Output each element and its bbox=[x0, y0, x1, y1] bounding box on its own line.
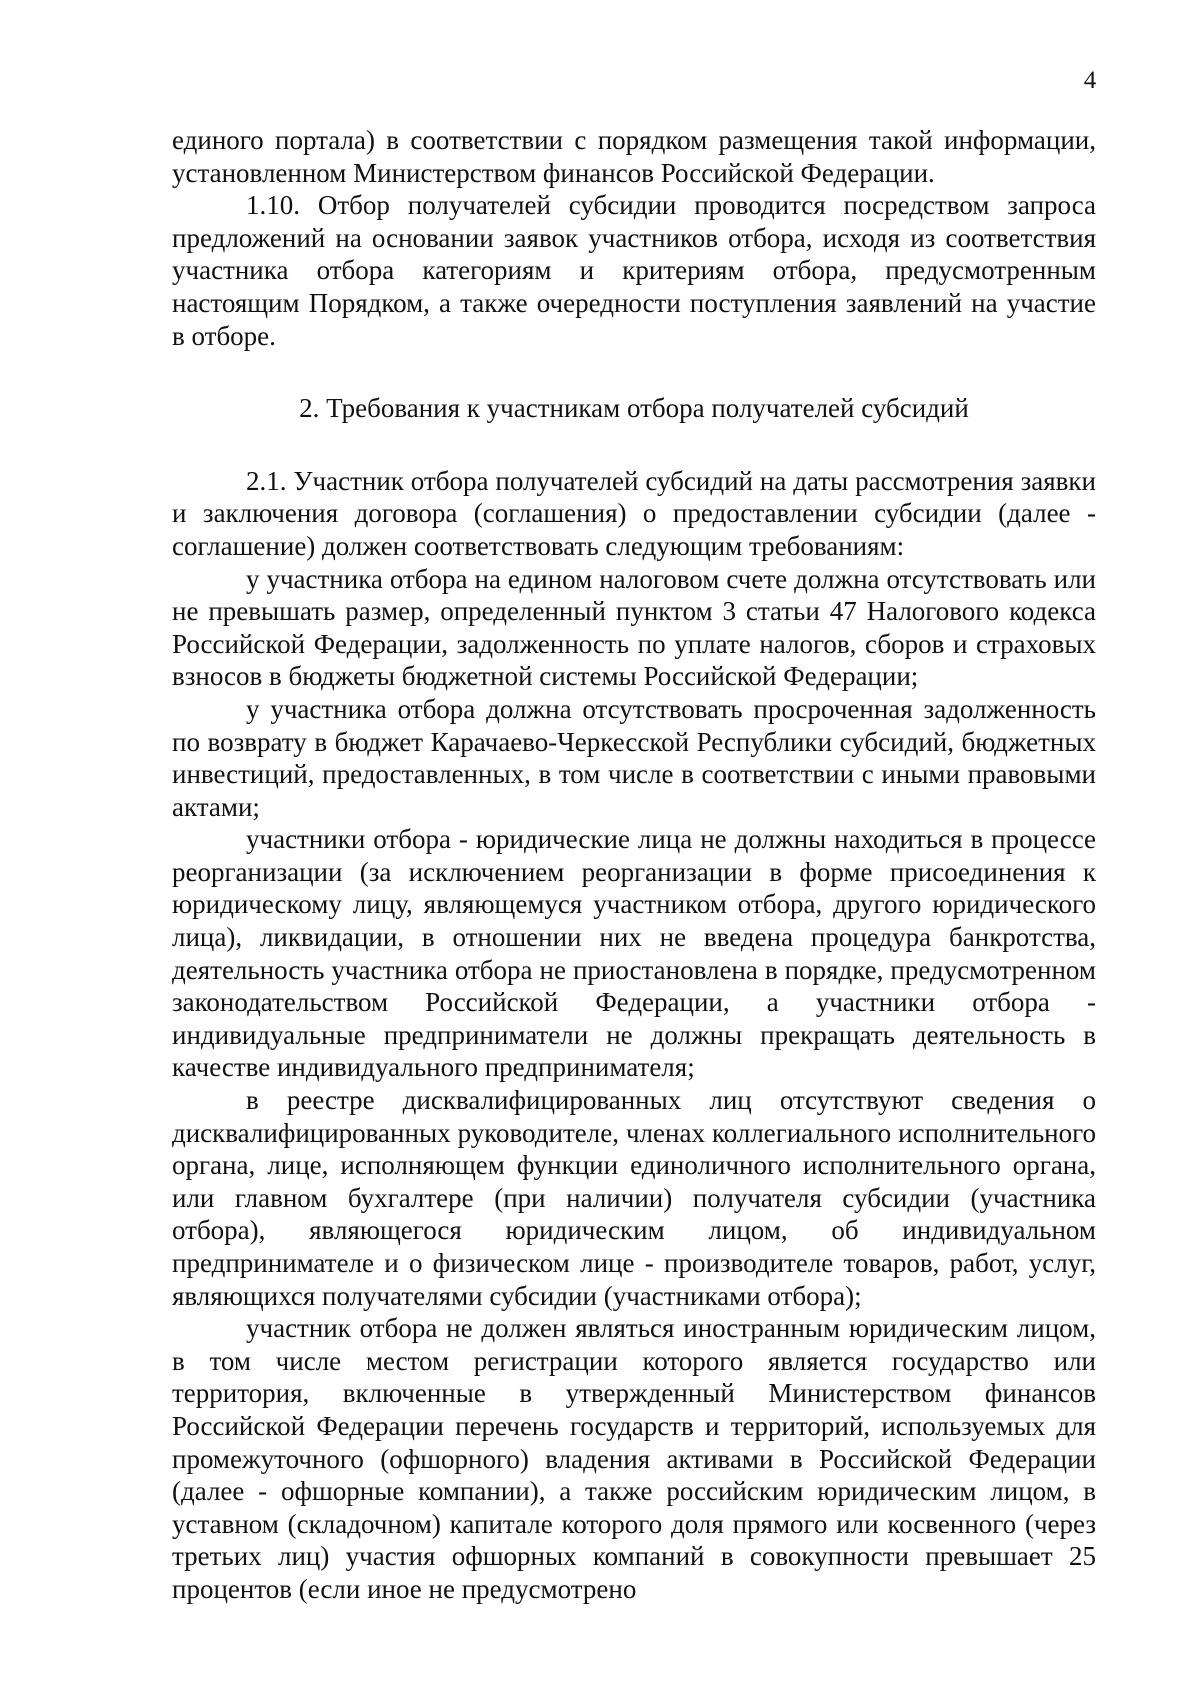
paragraph: 2.1. Участник отбора получателей субсидий на даты рассмотрения заявки и заключения договора (соглашения) о предоставлении субсидии (далее - соглашение) должен соответствовать следующим требованиям: bbox=[172, 465, 1096, 561]
spacer bbox=[172, 425, 1096, 465]
paragraph: 1.10. Отбор получателей субсидии проводится посредством запроса предложений на основании заявок участников отбора, исходя из соответствия участника отбора категориям и критериям отбора, предусмотренным настоящим Порядком, а также очередности поступления заявлений на участие в отборе. bbox=[172, 190, 1096, 351]
paragraph: единого портала) в соответствии с порядком размещения такой информации, установленном Министерством финансов Российской Федерации. bbox=[172, 125, 1096, 188]
page-number: 4 bbox=[1083, 67, 1097, 94]
paragraph: в реестре дисквалифицированных лиц отсутствуют сведения о дисквалифицированных руководителе, членах коллегиального исполнительного органа, лице, исполняющем функции единоличного исполнительного органа, или главном бухгалтере (при наличии) получателя субсидии (участника отбора), являющегося юридическим лицом, об индивидуальном предпринимателе и о физическом лице - производителе товаров, работ, услуг, являющихся получателями субсидии (участниками отбора); bbox=[172, 1085, 1096, 1311]
paragraph: у участника отбора должна отсутствовать просроченная задолженность по возврату в бюджет Карачаево-Черкесской Республики субсидий, бюджетных инвестиций, предоставленных, в том числе в соответствии с иными правовыми актами; bbox=[172, 693, 1096, 822]
paragraph: участники отбора - юридические лица не должны находиться в процессе реорганизации (за исключением реорганизации в форме присоединения к юридическому лицу, являющемуся участником отбора, другого юридического лица), ликвидации, в отношении них не введена процедура банкротства, деятельность участника отбора не приостановлена в порядке, предусмотренном законодательством Российской Федерации, а участники отбора - индивидуальные предприниматели не должны прекращать деятельность в качестве индивидуального предпринимателя; bbox=[172, 824, 1096, 1083]
paragraph: участник отбора не должен являться иностранным юридическим лицом, в том числе местом регистрации которого является государство или территория, включенные в утвержденный Министерством финансов Российской Федерации перечень государств и территорий, используемых для промежуточного (офшорного) владения активами в Российской Федерации (далее - офшорные компании), а также российским юридическим лицом, в уставном (складочном) капитале которого доля прямого или косвенного (через третьих лиц) участия офшорных компаний в совокупности превышает 25 процентов (если иное не предусмотрено bbox=[172, 1313, 1096, 1604]
document-body bbox=[172, 124, 1096, 1606]
paragraph: у участника отбора на едином налоговом счете должна отсутствовать или не превышать размер, определенный пунктом 3 статьи 47 Налогового кодекса Российской Федерации, задолженность по уплате налогов, сборов и страховых взносов в бюджеты бюджетной системы Российской Федерации; bbox=[172, 563, 1096, 692]
section-heading: 2. Требования к участникам отбора получателей субсидий bbox=[299, 393, 969, 424]
spacer bbox=[172, 352, 1096, 392]
